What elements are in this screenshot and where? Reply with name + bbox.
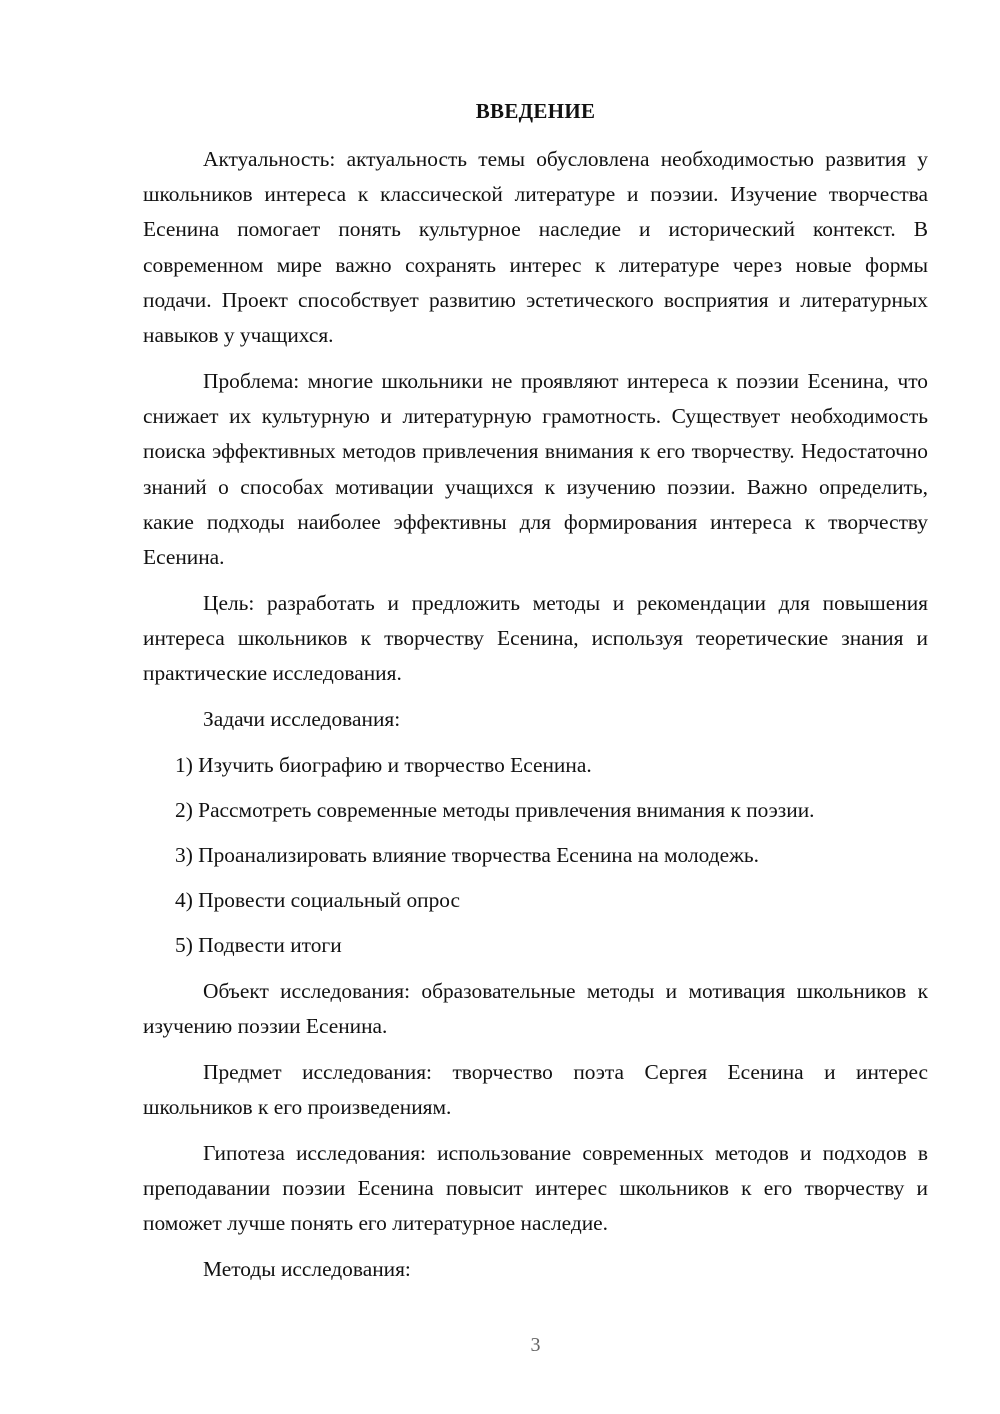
section-heading: ВВЕДЕНИЕ — [475, 99, 596, 123]
task-item-2: 2) Рассмотреть современные методы привлечения внимания к поэзии. — [175, 798, 815, 822]
paragraph-relevance: Актуальность: актуальность темы обусловлена необходимостью развития у школьников интереса к классической литературе и поэзии. Изучение творчества Есенина помогает понять культурное наследие и исторический контекст. В современном мире важно сохранять интерес к литературе через новые формы подачи. Проект способствует развитию эстетического восприятия и литературных навыков у учащихся. — [143, 147, 928, 348]
paragraph-subject: Предмет исследования: творчество поэта Сергея Есенина и интерес школьников к его произведениям. — [143, 1060, 928, 1120]
paragraph-problem: Проблема: многие школьники не проявляют интереса к поэзии Есенина, что снижает их культурную и литературную грамотность. Существует необходимость поиска эффективных методов привлечения внимания к его творчеству. Недостаточно знаний о способах мотивации учащихся к изучению поэзии. Важно определить, какие подходы наиболее эффективны для формирования интереса к творчеству Есенина. — [143, 369, 928, 570]
task-item-5: 5) Подвести итоги — [175, 933, 342, 957]
task-item-4: 4) Провести социальный опрос — [175, 888, 461, 912]
paragraph-goal: Цель: разработать и предложить методы и рекомендации для повышения интереса школьников к творчеству Есенина, используя теоретические знания и практические исследования. — [143, 591, 928, 686]
paragraph-object: Объект исследования: образовательные методы и мотивация школьников к изучению поэзии Есенина. — [143, 979, 928, 1039]
methods-title: Методы исследования: — [203, 1257, 411, 1281]
page-number: 3 — [530, 1334, 541, 1356]
tasks-title: Задачи исследования: — [203, 707, 401, 731]
document-page — [143, 0, 928, 1414]
paragraph-hypothesis: Гипотеза исследования: использование современных методов и подходов в преподавании поэзии Есенина повысит интерес школьников к его творчеству и поможет лучше понять его литературное наследие. — [143, 1141, 928, 1236]
task-item-3: 3) Проанализировать влияние творчества Есенина на молодежь. — [175, 843, 759, 867]
task-item-1: 1) Изучить биографию и творчество Есенина. — [175, 753, 592, 777]
